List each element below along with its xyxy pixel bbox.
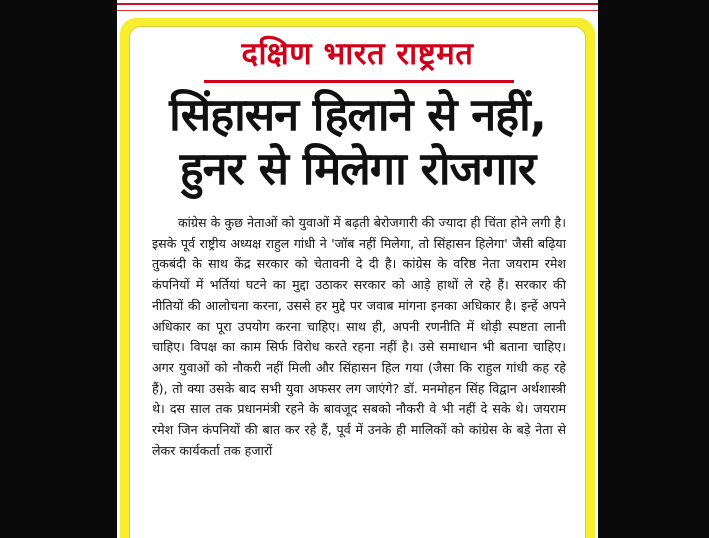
headline-line-2: हुनर से मिलेगा रोजगार [179,142,536,195]
article-body [152,213,566,461]
headline-line-1: सिंहासन हिलाने से नहीं, [169,88,546,141]
newspaper-page [117,0,598,538]
top-red-thin-rule [117,10,598,11]
top-red-rule [117,3,598,5]
masthead-underline [204,80,514,83]
masthead-title: दक्षिण भारत राष्ट्रमत [241,36,474,72]
headline [117,88,598,196]
article-paragraph: कांग्रेस के कुछ नेताओं को युवाओं में बढ़ती बेरोजगारी की ज्यादा ही चिंता होने लगी है। इसके पूर्व राष्ट्रीय अध्यक्ष राहुल गांधी ने 'जॉब नहीं मिलेगा, तो सिंहासन हिलेगा' जैसी बढ़िया तुकबंदी के साथ केंद्र सरकार को चेतावनी दे दी है। कांग्रेस के वरिष्ठ नेता जयराम रमेश कंपनियों में भर्तियां घटने का मुद्दा उठाकर सरकार को आड़े हाथों ले रहे हैं। सरकार की नीतियों की आलोचना करना, उससे हर मुद्दे पर जवाब मांगना इनका अधिकार है। इन्हें अपने अधिकार का पूरा उपयोग करना चाहिए। साथ ही, अपनी रणनीति में थोड़ी स्पष्टता लानी चाहिए। विपक्ष का काम सिर्फ विरोध करते रहना नहीं है। उसे समाधान भी बताना चाहिए। अगर युवाओं को नौकरी नहीं मिली और सिंहासन हिल गया (जैसा कि राहुल गांधी कह रहे हैं), तो क्या उसके बाद सभी युवा अफसर लग जाएंगे? डॉ. मनमोहन सिंह विद्वान अर्थशास्त्री थे। दस साल तक प्रधानमंत्री रहने के बावजूद सबको नौकरी वे भी नहीं दे सके थे। जयराम रमेश जिन कंपनियों की बात कर रहे हैं, पूर्व में उनके ही मालिकों को कांग्रेस के बड़े नेता से लेकर कार्यकर्ता तक हजारों [152,215,566,458]
